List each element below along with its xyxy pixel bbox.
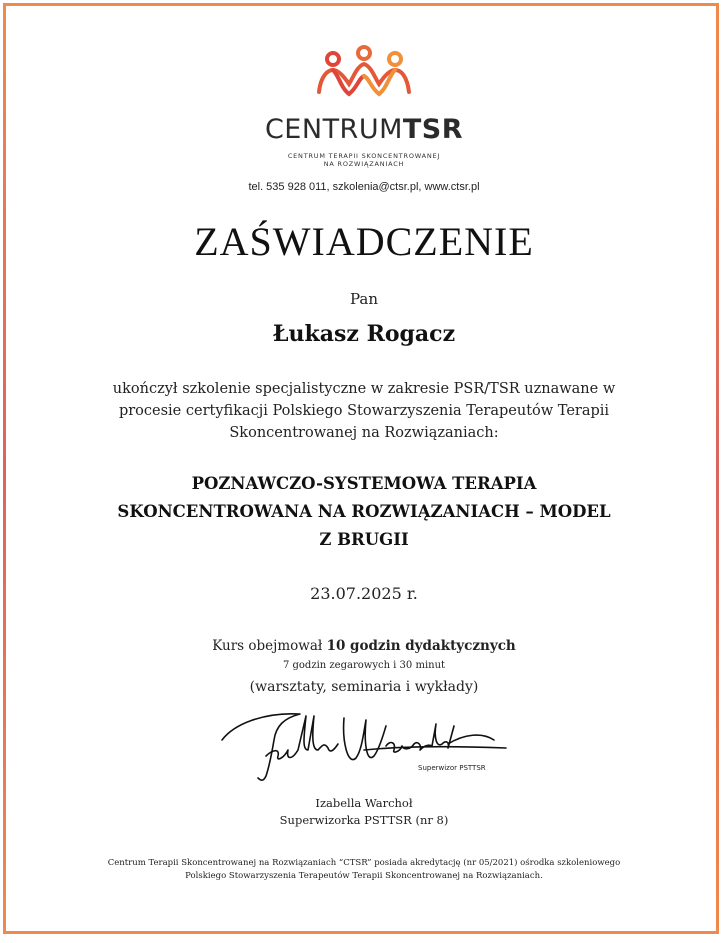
course-hours-detail: 7 godzin zegarowych i 30 minut <box>282 660 446 671</box>
salutation: Pan <box>349 290 379 308</box>
accreditation-footer: Centrum Terapii Skoncentrowanej na Rozwiązaniach “CTSR” posiada akredytację (nr 05/2021) ośrodka szkoleniowego Polskiego Stowarzyszenia Terapeutów Terapii Skoncentrowanej na Rozwiązaniach. <box>107 858 621 881</box>
three-people-logo-icon <box>0 44 728 108</box>
course-hours: Kurs obejmował 10 godzin dydaktycznych <box>212 638 516 654</box>
certificate-description: ukończył szkolenie specjalistyczne w zakresie PSR/TSR uznawane w procesie certyfikacji Polskiego Stowarzyszenia Terapeutów Terapii Skoncentrowanej na Rozwiązaniach: <box>112 381 616 441</box>
brand-name: CENTRUMTSR <box>264 114 464 145</box>
signature-caption: Superwizor PSTTSR <box>418 764 486 772</box>
contact-info: tel. 535 928 011, szkolenia@ctsr.pl, www.ctsr.pl <box>248 181 480 193</box>
signer-block <box>0 795 728 829</box>
course-types: (warsztaty, seminaria i wykłady) <box>249 679 479 695</box>
signature-image <box>214 706 514 786</box>
brand-subtitle: CENTRUM TERAPII SKONCENTROWANEJ NA ROZWIĄZANIACH <box>287 152 441 168</box>
recipient-name: Łukasz Rogacz <box>272 321 456 347</box>
course-date: 23.07.2025 r. <box>310 584 418 603</box>
certificate-title: ZAŚWIADCZENIE <box>194 219 534 264</box>
signer-name: Izabella Warchoł <box>315 796 413 810</box>
signer-role: Superwizorka PSTTSR (nr 8) <box>279 813 449 827</box>
course-title: POZNAWCZO-SYSTEMOWA TERAPIA SKONCENTROWANA NA ROZWIĄZANIACH – MODEL Z BRUGII <box>117 474 611 549</box>
